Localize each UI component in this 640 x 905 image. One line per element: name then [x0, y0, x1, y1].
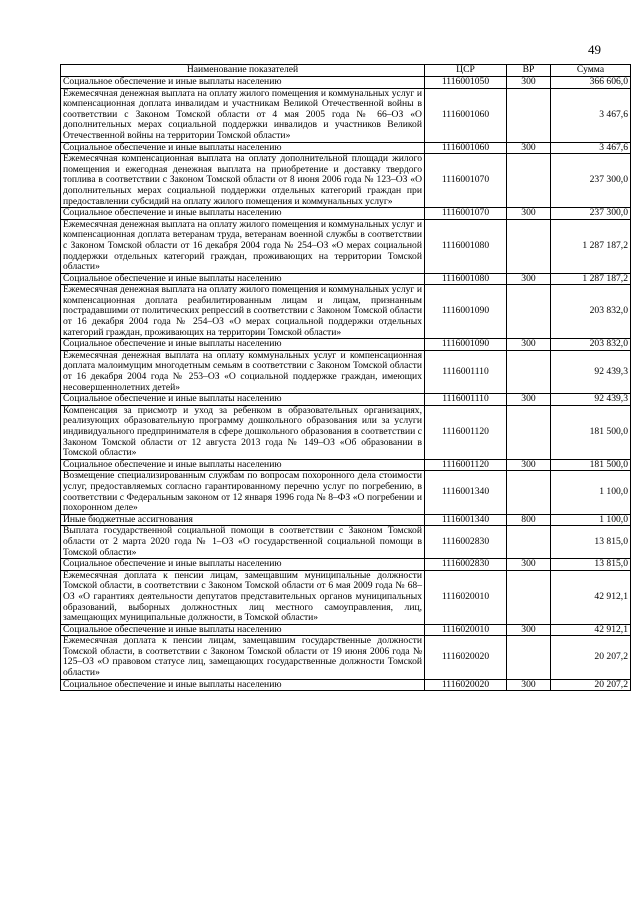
table-row [61, 471, 631, 514]
row-code: 1116001080 [425, 219, 507, 273]
row-sum: 237 300,0 [551, 208, 631, 220]
row-sum: 181 500,0 [551, 459, 631, 471]
row-code: 1116001090 [425, 339, 507, 351]
table-row [61, 679, 631, 691]
row-name: Социальное обеспечение и иные выплаты населению [61, 339, 425, 351]
row-code: 1116001110 [425, 350, 507, 393]
row-code: 1116001070 [425, 154, 507, 208]
header-code: ЦСР [425, 65, 507, 77]
row-name: Социальное обеспечение и иные выплаты населению [61, 77, 425, 89]
row-name: Ежемесячная доплата к пенсии лицам, замещавшим государственные должности Томской области, в соответствии с Законом Томской области от 19 июня 2006 года № 125–ОЗ «О правовом статусе лиц, замещающих государственные должности Томской области» [61, 636, 425, 679]
row-sum: 3 467,6 [551, 88, 631, 142]
row-vr [507, 636, 551, 679]
row-code: 1116001060 [425, 142, 507, 154]
row-code: 1116001340 [425, 471, 507, 514]
row-name: Ежемесячная денежная выплата на оплату жилого помещения и коммунальных услуг и компенсационная доплата инвалидам и участникам Великой Отечественной войны в соответствии с Законом Томской области от 4 мая 2005 года № 66–ОЗ «О дополнительных мерах социальной поддержки инвалидов и участников Великой Отечественной войны на территории Томской области» [61, 88, 425, 142]
table-row [61, 88, 631, 142]
row-code: 1116020020 [425, 679, 507, 691]
row-name: Социальное обеспечение и иные выплаты населению [61, 679, 425, 691]
table-row [61, 405, 631, 459]
row-vr [507, 405, 551, 459]
row-name: Компенсация за присмотр и уход за ребенком в образовательных организациях, реализующих образовательную программу дошкольного образования или за услуги индивидуального предпринимателя в сфере дошкольного образования в соответствии с Законом Томской области от 12 августа 2013 года № 149–ОЗ «Об образовании в Томской области» [61, 405, 425, 459]
row-code: 1116001060 [425, 88, 507, 142]
row-sum: 181 500,0 [551, 405, 631, 459]
row-vr [507, 570, 551, 624]
row-code: 1116001070 [425, 208, 507, 220]
table-row [61, 514, 631, 526]
row-vr: 800 [507, 514, 551, 526]
page-number: 49 [588, 42, 601, 57]
row-vr: 300 [507, 559, 551, 571]
row-vr: 300 [507, 77, 551, 89]
row-vr [507, 88, 551, 142]
row-sum: 203 832,0 [551, 339, 631, 351]
row-sum: 13 815,0 [551, 526, 631, 559]
row-name: Выплата государственной социальной помощи в соответствии с Законом Томской области от 2 марта 2020 года № 1–ОЗ «О государственной социальной помощи в Томской области» [61, 526, 425, 559]
row-name: Социальное обеспечение и иные выплаты населению [61, 394, 425, 406]
row-vr: 300 [507, 208, 551, 220]
row-sum: 1 100,0 [551, 471, 631, 514]
row-name: Ежемесячная компенсационная выплата на оплату дополнительной площади жилого помещения и ежегодная денежная выплата на приобретение и доставку твердого топлива в соответствии с Законом Томской области от 8 июня 2006 года № 123–ОЗ «О дополнительных мерах социальной поддержки отдельных категорий граждан при предоставлении субсидий на оплату жилого помещения и коммунальных услуг» [61, 154, 425, 208]
row-vr [507, 471, 551, 514]
table-row [61, 636, 631, 679]
row-vr: 300 [507, 142, 551, 154]
row-name: Иные бюджетные ассигнования [61, 514, 425, 526]
table-row [61, 77, 631, 89]
table-row [61, 526, 631, 559]
row-code: 1116001340 [425, 514, 507, 526]
row-vr: 300 [507, 394, 551, 406]
table-row [61, 394, 631, 406]
row-sum: 42 912,1 [551, 570, 631, 624]
row-vr [507, 526, 551, 559]
row-name: Ежемесячная доплата к пенсии лицам, замещавшим муниципальные должности Томской области, в соответствии с Законом Томской области от 6 мая 2009 года № 68–ОЗ «О гарантиях деятельности депутатов представительных органов муниципальных образований, выборных должностных лиц местного самоуправления, лиц, замещающих муниципальные должности, в Томской области» [61, 570, 425, 624]
table-row [61, 350, 631, 393]
row-vr: 300 [507, 624, 551, 636]
row-name: Социальное обеспечение и иные выплаты населению [61, 142, 425, 154]
row-code: 1116001120 [425, 405, 507, 459]
row-sum: 13 815,0 [551, 559, 631, 571]
row-code: 1116002830 [425, 559, 507, 571]
table-row [61, 142, 631, 154]
row-name: Возмещение специализированным службам по вопросам похоронного дела стоимости услуг, предоставляемых согласно гарантированному перечню услуг по погребению, в соответствии с Федеральным законом от 12 января 1996 года № 8–ФЗ «О погребении и похоронном деле» [61, 471, 425, 514]
row-sum: 20 207,2 [551, 636, 631, 679]
row-sum: 42 912,1 [551, 624, 631, 636]
table-header-row [61, 65, 631, 77]
table-row [61, 273, 631, 285]
row-name: Ежемесячная денежная выплата на оплату жилого помещения и коммунальных услуг и компенсационная доплата реабилитированным лицам и лицам, признанным пострадавшими от политических репрессий в соответствии с Законом Томской области от 16 декабря 2004 года № 254–ОЗ «О мерах социальной поддержки отдельных категорий граждан, проживающих на территории Томской области» [61, 285, 425, 339]
row-name: Ежемесячная денежная выплата на оплату коммунальных услуг и компенсационная доплата малоимущим многодетным семьям в соответствии с Законом Томской области от 16 декабря 2004 года № 253–ОЗ «О социальной поддержке граждан, имеющих несовершеннолетних детей» [61, 350, 425, 393]
row-vr [507, 285, 551, 339]
row-name: Социальное обеспечение и иные выплаты населению [61, 208, 425, 220]
row-code: 1116001120 [425, 459, 507, 471]
row-code: 1116020020 [425, 636, 507, 679]
row-sum: 92 439,3 [551, 394, 631, 406]
header-vr: ВР [507, 65, 551, 77]
row-sum: 366 606,0 [551, 77, 631, 89]
row-code: 1116020010 [425, 570, 507, 624]
row-code: 1116020010 [425, 624, 507, 636]
row-sum: 1 287 187,2 [551, 219, 631, 273]
table-row [61, 208, 631, 220]
row-sum: 237 300,0 [551, 154, 631, 208]
row-sum: 1 100,0 [551, 514, 631, 526]
row-name: Социальное обеспечение и иные выплаты населению [61, 459, 425, 471]
row-vr: 300 [507, 679, 551, 691]
row-vr [507, 350, 551, 393]
table-row [61, 339, 631, 351]
row-name: Социальное обеспечение и иные выплаты населению [61, 559, 425, 571]
table-row [61, 154, 631, 208]
table-row [61, 219, 631, 273]
header-name: Наименование показателей [61, 65, 425, 77]
row-name: Социальное обеспечение и иные выплаты населению [61, 273, 425, 285]
row-vr [507, 154, 551, 208]
row-vr: 300 [507, 273, 551, 285]
row-code: 1116001050 [425, 77, 507, 89]
row-name: Ежемесячная денежная выплата на оплату жилого помещения и коммунальных услуг и компенсационная доплата ветеранам труда, ветеранам военной службы в соответствии с Законом Томской области от 16 декабря 2004 года № 254–ОЗ «О мерах социальной поддержки отдельных категорий граждан, проживающих на территории Томской области» [61, 219, 425, 273]
row-code: 1116001080 [425, 273, 507, 285]
row-sum: 1 287 187,2 [551, 273, 631, 285]
budget-table [60, 64, 631, 691]
row-code: 1116002830 [425, 526, 507, 559]
header-sum: Сумма [551, 65, 631, 77]
row-sum: 20 207,2 [551, 679, 631, 691]
row-code: 1116001110 [425, 394, 507, 406]
row-vr [507, 219, 551, 273]
table-row [61, 559, 631, 571]
table-row [61, 570, 631, 624]
table-row [61, 285, 631, 339]
row-sum: 203 832,0 [551, 285, 631, 339]
row-sum: 92 439,3 [551, 350, 631, 393]
row-name: Социальное обеспечение и иные выплаты населению [61, 624, 425, 636]
row-vr: 300 [507, 339, 551, 351]
row-sum: 3 467,6 [551, 142, 631, 154]
row-code: 1116001090 [425, 285, 507, 339]
row-vr: 300 [507, 459, 551, 471]
table-row [61, 459, 631, 471]
table-row [61, 624, 631, 636]
